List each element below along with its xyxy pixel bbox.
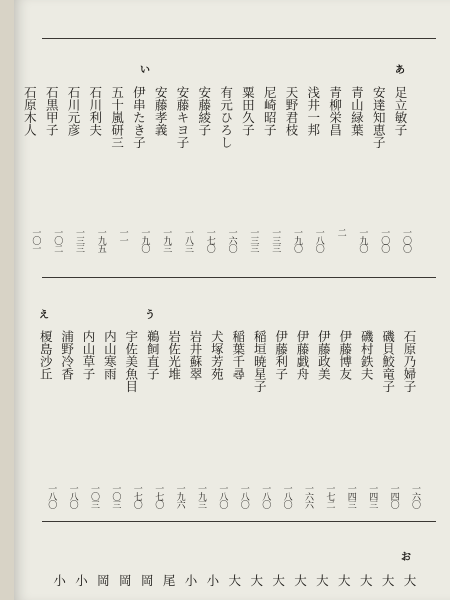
entry-name: 伊藤戯舟 (295, 330, 310, 380)
kana-heading-u: う (145, 310, 155, 321)
entry-name: 大 (248, 574, 264, 587)
entry-name: 安藤綾子 (196, 86, 212, 136)
kana-heading-o: お (401, 552, 411, 563)
entry-name: 石川利夫 (87, 86, 103, 136)
entry-name: 宇佐美魚目 (123, 330, 139, 393)
entry-page-number: 一八〇 (281, 484, 292, 508)
entry-name: 安藤キヨ子 (175, 86, 190, 149)
entry-name: 天野君枝 (284, 86, 299, 136)
entry-page-number: 一八〇 (46, 484, 57, 508)
entry-name: 榎島沙丘 (38, 330, 54, 380)
entry-name: 大 (336, 574, 352, 587)
index-page (14, 0, 450, 600)
entry-page-number: 一〇〇 (379, 228, 390, 252)
entry-page-number: 一七〇 (153, 484, 164, 508)
entry-name: 安達知恵子 (371, 86, 387, 149)
entry-page-number: 一九六 (174, 484, 185, 508)
kana-heading-a: あ (395, 65, 405, 76)
entry-name: 伊藤利子 (273, 330, 289, 380)
entry-name: 五十嵐研三 (109, 86, 125, 149)
entry-page-number: 一〇一 (30, 228, 41, 252)
entry-name: 稲葉千尋 (230, 330, 246, 380)
entry-name: 安藤孝義 (153, 86, 169, 136)
entry-page-number: 一三三 (74, 228, 84, 252)
entry-name: 石川元彦 (66, 86, 81, 136)
entry-name: 石原乃婦子 (402, 330, 417, 393)
section-divider-2 (42, 521, 436, 522)
entry-name: 大 (314, 574, 330, 587)
entry-name: 岡 (117, 574, 133, 587)
entry-page-number: 一四〇 (388, 484, 399, 508)
entry-page-number: 一七〇 (131, 484, 142, 508)
entry-page-number: 一〇〇 (401, 228, 411, 252)
entry-name: 磯村鉄夫 (359, 330, 375, 380)
entry-name: 大 (292, 574, 308, 587)
entry-name: 石原木人 (22, 86, 38, 136)
entry-name: 浅井一邦 (305, 86, 321, 136)
entry-page-number: 一四三 (367, 484, 378, 508)
kana-heading-i: い (140, 65, 150, 76)
entry-name: 伊串たき子 (131, 86, 147, 149)
entry-name: 岡 (139, 574, 155, 587)
entry-page-number: 一三三 (248, 228, 259, 252)
entry-page-number: 一〇三 (89, 484, 99, 508)
entry-page-number: 一八〇 (313, 228, 324, 252)
entry-name: 青山緑葉 (349, 86, 365, 136)
entry-name: 磯貝鮫竜子 (380, 330, 396, 393)
entry-page-number: 一九〇 (357, 228, 368, 252)
entry-page-number: 一九〇 (292, 228, 302, 252)
entry-name: 小 (51, 574, 67, 587)
section-divider-1 (42, 277, 436, 278)
entry-name: 大 (402, 574, 417, 587)
entry-name: 大 (380, 574, 396, 587)
entry-page-number: 一〇二 (52, 228, 63, 252)
entry-name: 大 (270, 574, 286, 587)
entry-page-number: 一四三 (345, 484, 356, 508)
entry-page-number: 一六〇 (410, 484, 420, 508)
entry-page-number: 一九三 (161, 228, 172, 252)
entry-page-number: 二 (335, 228, 346, 236)
entry-name: 小 (183, 574, 198, 587)
entry-name: 小 (204, 574, 220, 587)
entry-name: 小 (73, 574, 89, 587)
entry-name: 尾 (161, 574, 177, 587)
entry-page-number: 一七〇 (204, 228, 215, 252)
entry-name: 岡 (95, 574, 111, 587)
entry-page-number: 一一 (117, 228, 128, 244)
entry-name: 有元ひろし (218, 86, 234, 149)
entry-page-number: 一九三 (196, 484, 206, 508)
entry-name: 伊藤博友 (337, 330, 353, 380)
entry-name: 浦野冷香 (59, 330, 75, 380)
entry-name: 石黒甲子 (44, 86, 60, 136)
entry-name: 稲垣暁星子 (252, 330, 268, 393)
entry-name: 大 (358, 574, 374, 587)
entry-page-number: 一六六 (303, 484, 313, 508)
entry-page-number: 一八〇 (67, 484, 78, 508)
entry-page-number: 一八〇 (260, 484, 271, 508)
entry-name: 鵜飼直子 (145, 330, 161, 380)
entry-page-number: 一八〇 (217, 484, 228, 508)
entry-page-number: 一六〇 (226, 228, 237, 252)
kana-heading-e: え (39, 310, 49, 321)
top-rule (42, 38, 436, 39)
entry-page-number: 一八〇 (238, 484, 249, 508)
entry-name: 粟田久子 (240, 86, 256, 136)
entry-page-number: 一〇三 (110, 484, 121, 508)
entry-name: 内山草子 (81, 330, 96, 380)
entry-name: 伊藤政美 (316, 330, 332, 380)
entry-name: 大 (226, 574, 242, 587)
entry-name: 足立敏子 (393, 86, 408, 136)
entry-name: 岩佐光堆 (166, 330, 182, 380)
entry-page-number: 一八三 (183, 228, 193, 252)
entry-name: 犬塚芳苑 (209, 330, 225, 380)
entry-page-number: 一三三 (270, 228, 281, 252)
entry-name: 内山寒雨 (102, 330, 118, 380)
entry-page-number: 一七二 (324, 484, 335, 508)
entry-name: 尼崎昭子 (262, 86, 278, 136)
entry-page-number: 一九〇 (139, 228, 150, 252)
entry-page-number: 一九五 (95, 228, 106, 252)
entry-name: 青柳栄昌 (327, 86, 343, 136)
entry-name: 岩井蘇翠 (188, 330, 203, 380)
